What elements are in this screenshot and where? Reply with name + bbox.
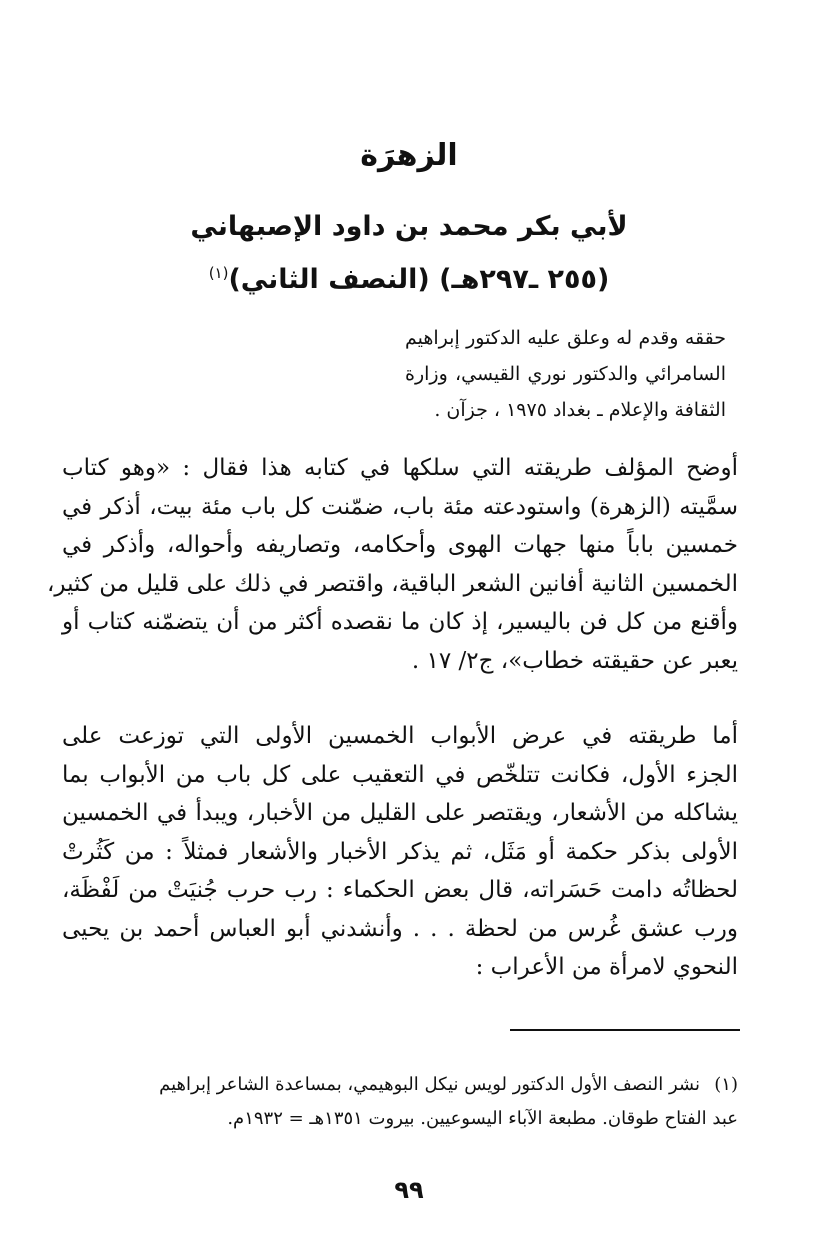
- paragraph-line: أوضح المؤلف طريقته التي سلكها في كتابه هذا فقال : «وهو كتاب: [62, 455, 738, 481]
- footnote-line-1: [60, 1068, 738, 1102]
- paragraph-line: خمسين باباً منها جهات الهوى وأحكامه، وتصاريفه وأحواله، وأذكر في: [62, 532, 738, 558]
- credit-line: السامرائي والدكتور نوري القيسي، وزارة: [405, 363, 726, 385]
- footnote: [60, 1068, 738, 1136]
- paragraph-line: لحظاتُه دامت حَسَراته، قال بعض الحكماء : رب حرب جُنيَتْ من لَفْظَة،: [62, 877, 738, 903]
- paragraph-line: وأقنع من كل فن باليسير، إذ كان ما نقصده أكثر من أن يتضمّنه كتاب أو: [62, 609, 738, 635]
- paragraph-line: النحوي لامرأة من الأعراب :: [475, 954, 738, 980]
- subtitle-line-2: [100, 250, 718, 303]
- subtitle-line-2-text: (٢٥٥ ـ٢٩٧هـ) (النصف الثاني): [228, 264, 610, 295]
- paragraph-2: [62, 717, 738, 987]
- footnote-line-2: عبد الفتاح طوقان. مطبعة الآباء اليسوعيين. بيروت ١٣٥١هـ = ١٩٣٢م.: [227, 1108, 738, 1129]
- subtitle-line-1: لأبي بكر محمد بن داود الإصبهاني: [190, 211, 628, 242]
- paragraph-line: أما طريقته في عرض الأبواب الخمسين الأولى التي توزعت على: [62, 723, 738, 749]
- paragraph-line: سمَّيته (الزهرة) واستودعته مئة باب، ضمّنت كل باب مئة بيت، أذكر في: [62, 493, 738, 520]
- paragraph-line: يعبر عن حقيقته خطاب»، ج٢/ ١٧ .: [411, 647, 738, 674]
- paragraph-line: الخمسين الثانية أفانين الشعر الباقية، واقتصر في ذلك على قليل من كثير،: [46, 570, 738, 597]
- paragraph-line: يشاكله من الأشعار، ويقتصر على القليل من الأخبار، ويبدأ في الخمسين: [62, 800, 738, 826]
- page-number: ٩٩: [394, 1176, 424, 1204]
- paragraph-line: الجزء الأول، فكانت تتلخّص في التعقيب على كل باب من الأبواب بما: [62, 761, 738, 788]
- footnote-number: (١): [714, 1074, 738, 1095]
- paragraph-line: الأولى بذكر حكمة أو مَثَل، ثم يذكر الأخبار والأشعار فمثلاً : من كَثُرتْ: [62, 838, 738, 865]
- page-title: الزهرَة: [360, 138, 458, 173]
- paragraph-line: ورب عشق غُرس من لحظة . . . وأنشدني أبو العباس أحمد بن يحيى: [62, 915, 738, 942]
- book-subtitle: [100, 204, 718, 303]
- credit-line: حققه وقدم له وعلق عليه الدكتور إبراهيم: [405, 327, 726, 349]
- footnote-text: نشر النصف الأول الدكتور لويس نيكل البوهيمي، بمساعدة الشاعر إبراهيم: [159, 1074, 700, 1095]
- edition-credit: [405, 320, 726, 428]
- footnote-reference: (١): [208, 264, 229, 282]
- footnote-separator: [510, 1029, 740, 1031]
- credit-line: الثقافة والإعلام ـ بغداد ١٩٧٥ ، جزآن .: [434, 399, 726, 421]
- paragraph-1: [46, 449, 738, 680]
